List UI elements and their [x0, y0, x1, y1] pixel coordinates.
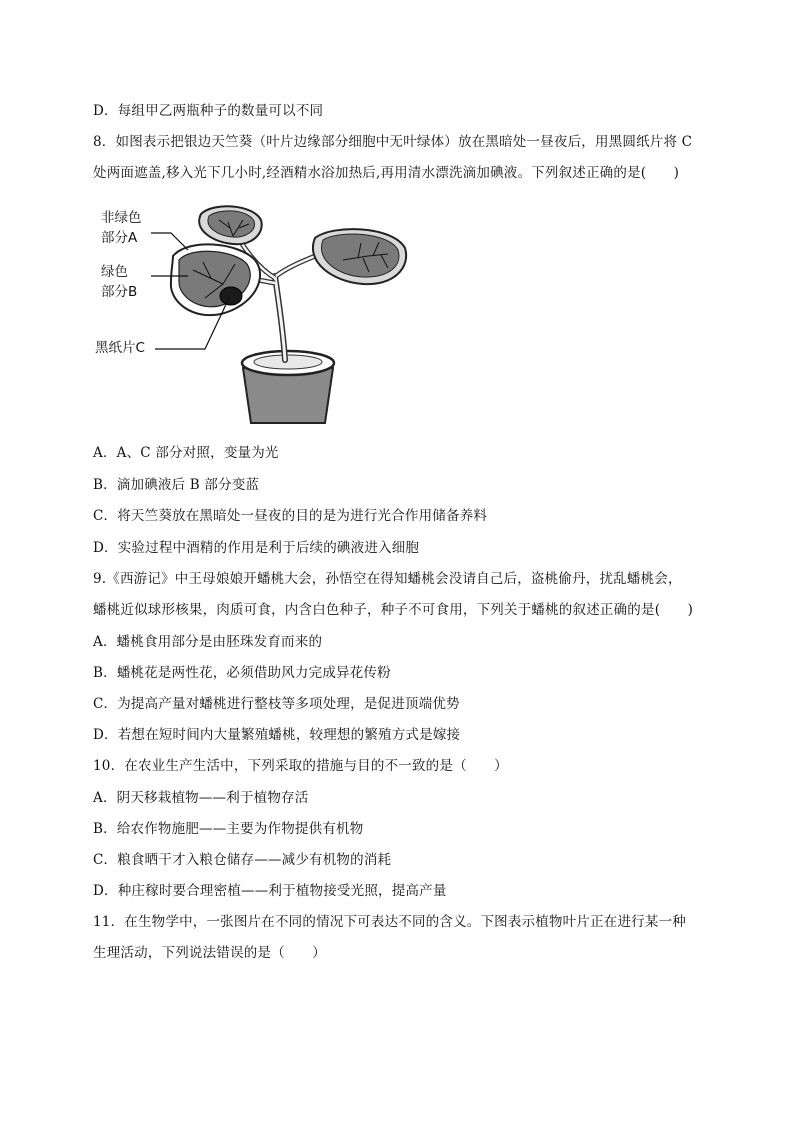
q9-option-a: A．蟠桃食用部分是由胚珠发育而来的 — [93, 634, 323, 650]
q8-stem-line2: 处两面遮盖,移入光下几小时,经酒精水浴加热后,再用清水漂洗滴加碘液。下列叙述正确的是( ) — [93, 165, 680, 181]
label-nongreen-part-a-line1: 非绿色 — [101, 210, 142, 226]
q10-option-c: C．粮食晒干才入粮仓储存——减少有机物的消耗 — [93, 852, 392, 868]
label-green-part-b-line2: 部分B — [101, 284, 138, 300]
q8-option-c: C．将天竺葵放在黑暗处一昼夜的目的是为进行光合作用储备养料 — [93, 508, 488, 524]
q8-option-d: D．实验过程中酒精的作用是利于后续的碘液进入细胞 — [93, 540, 420, 556]
geranium-figure — [93, 198, 423, 430]
label-black-paper-c: 黑纸片C — [95, 340, 145, 356]
label-green-part-b-line1: 绿色 — [101, 264, 128, 280]
q10-stem: 10．在农业生产生活中，下列采取的措施与目的不一致的是（ ） — [93, 758, 508, 774]
q9-stem-line2: 蟠桃近似球形核果，肉质可食，内含白色种子，种子不可食用，下列关于蟠桃的叙述正确的是( ) — [93, 602, 694, 618]
q10-option-a: A．阴天移栽植物——利于植物存活 — [93, 790, 309, 806]
q10-option-b: B．给农作物施肥——主要为作物提供有机物 — [93, 821, 364, 837]
q9-option-b: B．蟠桃花是两性花，必须借助风力完成异花传粉 — [93, 665, 391, 681]
q9-stem-line1: 9.《西游记》中王母娘娘开蟠桃大会，孙悟空在得知蟠桃会没请自己后，盗桃偷丹，扰乱蟠桃会， — [93, 571, 682, 587]
label-nongreen-part-a-line2: 部分A — [101, 230, 138, 246]
q11-stem-line2: 生理活动，下列说法错误的是（ ） — [93, 945, 326, 961]
leader-line-a — [151, 233, 188, 250]
q8-option-a: A．A、C 部分对照，变量为光 — [93, 445, 279, 461]
q8-stem-line1: 8．如图表示把银边天竺葵（叶片边缘部分细胞中无叶绿体）放在黑暗处一昼夜后，用黑圆纸片将 C — [93, 134, 693, 150]
potted-geranium-illustration — [93, 198, 423, 430]
q11-stem-line1: 11．在生物学中，一张图片在不同的情况下可表达不同的含义。下图表示植物叶片正在进行某一种 — [93, 914, 686, 930]
q9-option-d: D．若想在短时间内大量繁殖蟠桃，较理想的繁殖方式是嫁接 — [93, 727, 461, 743]
black-paper-disc — [220, 287, 242, 305]
q10-option-d: D．种庄稼时要合理密植——利于植物接受光照，提高产量 — [93, 883, 447, 899]
q8-option-b: B．滴加碘液后 B 部分变蓝 — [93, 477, 260, 493]
q7-option-d: D．每组甲乙两瓶种子的数量可以不同 — [93, 103, 324, 119]
q9-option-c: C．为提高产量对蟠桃进行整枝等多项处理，是促进顶端优势 — [93, 696, 460, 712]
